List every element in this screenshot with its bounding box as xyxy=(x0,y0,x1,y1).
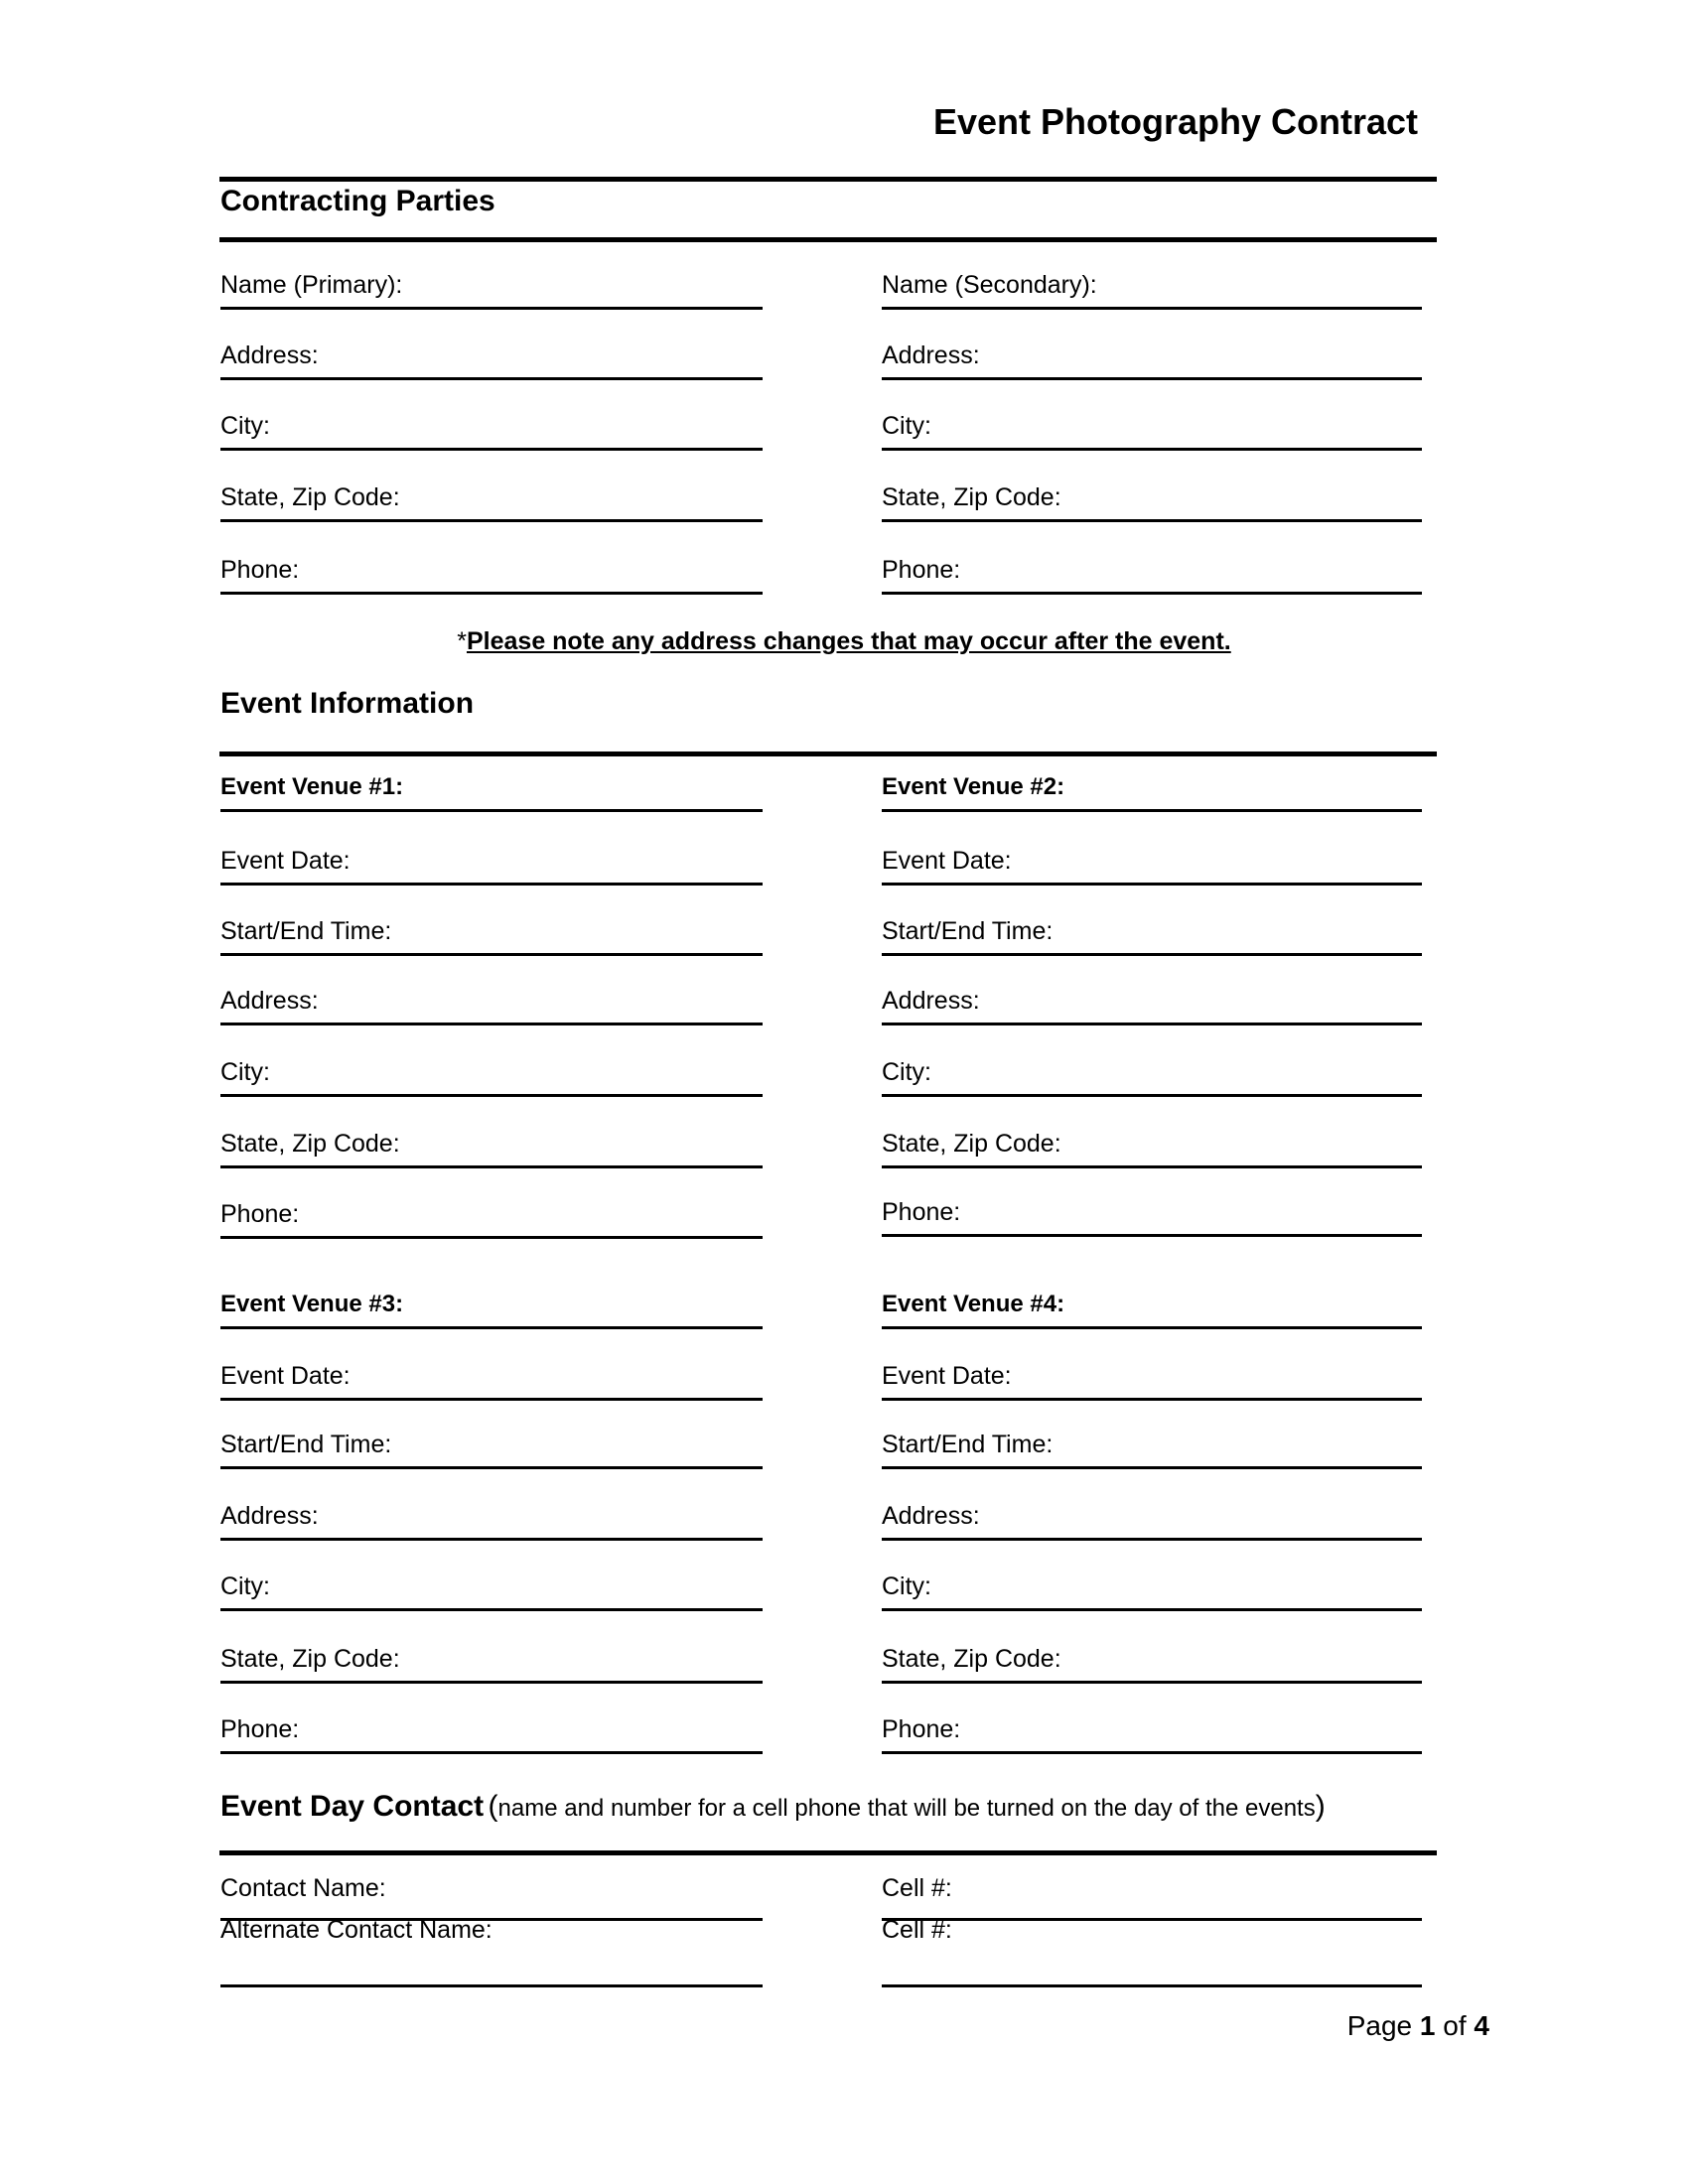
venue2-date-field[interactable]: Event Date: xyxy=(882,839,1422,886)
contact-name-label: Contact Name: xyxy=(220,1874,386,1902)
primary-phone-field[interactable]: Phone: xyxy=(220,548,763,595)
venue3-phone-field[interactable]: Phone: xyxy=(220,1707,763,1754)
cell-line[interactable] xyxy=(882,1918,1422,1921)
venue4-date-field[interactable]: Event Date: xyxy=(882,1354,1422,1401)
alt-contact-name-label: Alternate Contact Name: xyxy=(220,1916,492,1944)
secondary-name-field[interactable]: Name (Secondary): xyxy=(882,263,1422,310)
venue1-date-field[interactable]: Event Date: xyxy=(220,839,763,886)
alt-cell-line[interactable] xyxy=(882,1984,1422,1987)
venue4-time-field[interactable]: Start/End Time: xyxy=(882,1423,1422,1469)
venue1-name-field[interactable]: Event Venue #1: xyxy=(220,765,763,812)
venue1-address-field[interactable]: Address: xyxy=(220,979,763,1025)
page-number: Page 1 of 4 xyxy=(1346,2010,1489,2041)
venue3-state-zip-field[interactable]: State, Zip Code: xyxy=(220,1637,763,1684)
venue2-time-field[interactable]: Start/End Time: xyxy=(882,909,1422,956)
secondary-city-field[interactable]: City: xyxy=(882,404,1422,451)
primary-name-field[interactable]: Name (Primary): xyxy=(220,263,763,310)
contracting-parties-heading: Contracting Parties xyxy=(220,185,495,217)
venue3-name-field[interactable]: Event Venue #3: xyxy=(220,1283,763,1329)
venue1-phone-field[interactable]: Phone: xyxy=(220,1192,763,1239)
venue1-state-zip-field[interactable]: State, Zip Code: xyxy=(220,1122,763,1168)
venue3-date-field[interactable]: Event Date: xyxy=(220,1354,763,1401)
venue1-city-field[interactable]: City: xyxy=(220,1050,763,1097)
secondary-phone-field[interactable]: Phone: xyxy=(882,548,1422,595)
primary-state-zip-field[interactable]: State, Zip Code: xyxy=(220,476,763,522)
section-rule xyxy=(219,1850,1437,1855)
venue2-phone-field[interactable]: Phone: xyxy=(882,1190,1422,1237)
venue2-state-zip-field[interactable]: State, Zip Code: xyxy=(882,1122,1422,1168)
event-information-heading: Event Information xyxy=(220,687,475,720)
venue2-name-field[interactable]: Event Venue #2: xyxy=(882,765,1422,812)
venue4-phone-field[interactable]: Phone: xyxy=(882,1707,1422,1754)
primary-address-field[interactable]: Address: xyxy=(220,334,763,380)
primary-city-field[interactable]: City: xyxy=(220,404,763,451)
venue4-address-field[interactable]: Address: xyxy=(882,1494,1422,1541)
venue3-address-field[interactable]: Address: xyxy=(220,1494,763,1541)
venue2-address-field[interactable]: Address: xyxy=(882,979,1422,1025)
section-rule xyxy=(219,751,1437,756)
alt-cell-label: Cell #: xyxy=(882,1916,952,1944)
venue4-state-zip-field[interactable]: State, Zip Code: xyxy=(882,1637,1422,1684)
event-day-contact-heading: Event Day Contact (name and number for a cell phone that will be turned on the day of the events) xyxy=(220,1790,1326,1823)
section-rule xyxy=(219,237,1437,242)
document-title: Event Photography Contract xyxy=(932,101,1418,142)
secondary-address-field[interactable]: Address: xyxy=(882,334,1422,380)
venue2-city-field[interactable]: City: xyxy=(882,1050,1422,1097)
alt-contact-name-line[interactable] xyxy=(220,1984,763,1987)
cell-label: Cell #: xyxy=(882,1874,952,1902)
venue1-time-field[interactable]: Start/End Time: xyxy=(220,909,763,956)
secondary-state-zip-field[interactable]: State, Zip Code: xyxy=(882,476,1422,522)
venue3-city-field[interactable]: City: xyxy=(220,1565,763,1611)
address-change-note: *Please note any address changes that may occur after the event. xyxy=(457,627,1231,655)
venue3-time-field[interactable]: Start/End Time: xyxy=(220,1423,763,1469)
section-rule xyxy=(219,177,1437,182)
venue4-city-field[interactable]: City: xyxy=(882,1565,1422,1611)
venue4-name-field[interactable]: Event Venue #4: xyxy=(882,1283,1422,1329)
